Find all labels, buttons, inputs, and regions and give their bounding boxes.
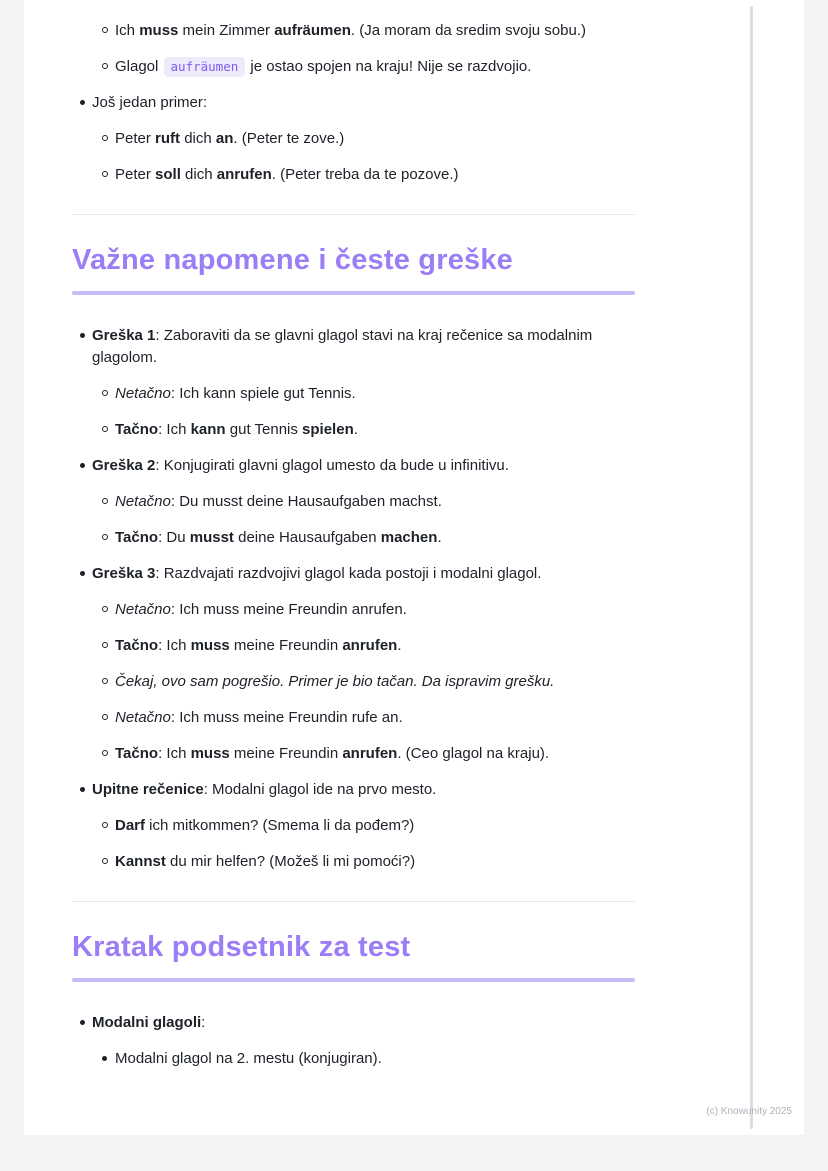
disc-bullet-icon — [80, 100, 85, 105]
list-item-text — [115, 1050, 382, 1067]
list-item — [72, 164, 635, 186]
list-item-text — [115, 637, 402, 654]
text-segment: soll — [155, 166, 181, 183]
text-segment: : Modalni glagol ide na prvo mesto. — [203, 781, 437, 798]
circle-bullet-icon — [102, 858, 108, 864]
list-item — [72, 383, 635, 405]
list-item — [72, 491, 635, 513]
text-segment: Netačno — [115, 493, 171, 510]
text-segment: : Ich muss meine Freundin anrufen. — [170, 601, 407, 618]
disc-bullet-icon — [80, 333, 85, 338]
text-segment: an — [215, 130, 234, 147]
text-segment: Peter — [115, 130, 156, 147]
scrollbar[interactable] — [750, 6, 753, 1129]
list-item — [72, 56, 635, 78]
text-segment: Upitne rečenice — [92, 781, 204, 798]
text-segment: anrufen — [342, 637, 398, 654]
list-item-text — [92, 94, 207, 111]
text-segment: kann — [190, 421, 226, 438]
text-segment: Darf — [115, 817, 146, 834]
section-divider — [72, 901, 635, 902]
bullet-list — [72, 20, 635, 186]
text-segment: Greška 1 — [92, 327, 156, 344]
list-item — [72, 779, 635, 801]
text-segment: Čekaj, ovo sam pogrešio. Primer je bio tačan. Da ispravim grešku. — [115, 673, 555, 690]
circle-bullet-icon — [102, 606, 108, 612]
text-segment: . — [397, 637, 402, 654]
circle-bullet-icon — [102, 678, 108, 684]
text-segment: meine Freundin — [229, 745, 343, 762]
list-item — [72, 851, 635, 873]
list-item-text — [92, 565, 541, 582]
list-item — [72, 671, 635, 693]
text-segment: deine Hausaufgaben — [233, 529, 381, 546]
text-segment: : Ich kann spiele gut Tennis. — [170, 385, 356, 402]
text-segment: Kannst — [115, 853, 166, 870]
text-segment: : Du musst deine Hausaufgaben machst. — [170, 493, 442, 510]
list-item — [72, 707, 635, 729]
list-item — [72, 20, 635, 42]
list-item — [72, 419, 635, 441]
list-item — [72, 1012, 635, 1034]
text-segment: . (Peter te zove.) — [233, 130, 345, 147]
inline-code: aufräumen — [164, 57, 246, 77]
list-item — [72, 92, 635, 114]
heading-underline — [72, 291, 635, 295]
text-segment: anrufen — [216, 166, 272, 183]
text-segment: : — [201, 1014, 206, 1031]
text-segment: Modalni glagoli — [92, 1014, 202, 1031]
circle-bullet-icon — [102, 534, 108, 540]
list-item-text — [115, 601, 407, 618]
text-segment: Tačno — [115, 745, 159, 762]
circle-bullet-icon — [102, 426, 108, 432]
text-segment: mein Zimmer — [178, 22, 275, 39]
disc-bullet-icon — [80, 787, 85, 792]
bullet-list — [72, 325, 635, 873]
watermark-text: (c) Knowunity 2025 — [706, 1106, 792, 1117]
list-item — [72, 815, 635, 837]
list-item-text — [115, 817, 414, 834]
text-segment: spielen — [302, 421, 354, 438]
text-segment: . (Ja moram da sredim svoju sobu.) — [350, 22, 586, 39]
text-segment: . (Ceo glagol na kraju). — [397, 745, 550, 762]
disc-bullet-icon — [80, 463, 85, 468]
list-item-text — [92, 327, 592, 366]
list-item — [72, 325, 635, 369]
text-segment: Ich — [115, 22, 140, 39]
text-segment: gut Tennis — [225, 421, 303, 438]
text-segment: : Ich — [158, 745, 191, 762]
section-heading: Važne napomene i česte greške — [72, 244, 514, 276]
list-item — [72, 563, 635, 585]
text-segment: Greška 3 — [92, 565, 156, 582]
list-item-text — [115, 853, 415, 870]
list-item-text — [92, 457, 509, 474]
text-segment: dich — [180, 130, 216, 147]
text-segment: dich — [180, 166, 217, 183]
text-segment: Tačno — [115, 421, 159, 438]
text-segment: : Konjugirati glavni glagol umesto da bude u infinitivu. — [155, 457, 509, 474]
list-item — [72, 128, 635, 150]
text-segment: musst — [189, 529, 234, 546]
text-segment: muss — [190, 745, 230, 762]
text-segment: du mir helfen? (Možeš li mi pomoći?) — [165, 853, 416, 870]
list-item-text — [115, 709, 403, 726]
text-segment: Netačno — [115, 385, 171, 402]
document-content — [24, 0, 804, 1070]
disc-bullet-icon — [102, 1056, 107, 1061]
list-item-text — [92, 1014, 205, 1031]
text-segment: . — [437, 529, 442, 546]
text-segment: muss — [139, 22, 179, 39]
section-divider — [72, 214, 635, 215]
text-segment: Peter — [115, 166, 156, 183]
list-item — [72, 1048, 635, 1070]
circle-bullet-icon — [102, 498, 108, 504]
text-segment: : Du — [158, 529, 190, 546]
disc-bullet-icon — [80, 1020, 85, 1025]
text-segment: anrufen — [342, 745, 398, 762]
text-segment: meine Freundin — [229, 637, 343, 654]
list-item-text — [115, 745, 549, 762]
text-segment: Tačno — [115, 637, 159, 654]
bullet-list — [72, 1012, 635, 1070]
document-page — [24, 0, 804, 1135]
text-segment: Netačno — [115, 709, 171, 726]
section-heading: Kratak podsetnik za test — [72, 931, 411, 963]
text-segment: Još jedan primer: — [92, 94, 208, 111]
list-item — [72, 599, 635, 621]
circle-bullet-icon — [102, 642, 108, 648]
text-segment: ich mitkommen? (Smema li da pođem?) — [145, 817, 415, 834]
list-item-text — [115, 22, 586, 39]
disc-bullet-icon — [80, 571, 85, 576]
circle-bullet-icon — [102, 135, 108, 141]
list-item-text — [115, 166, 459, 183]
text-segment: Greška 2 — [92, 457, 156, 474]
circle-bullet-icon — [102, 390, 108, 396]
text-segment: : Ich muss meine Freundin rufe an. — [170, 709, 403, 726]
text-segment: . (Peter treba da te pozove.) — [271, 166, 459, 183]
text-segment: Modalni glagol na 2. mestu (konjugiran). — [115, 1050, 382, 1067]
text-segment: . — [353, 421, 358, 438]
circle-bullet-icon — [102, 63, 108, 69]
text-segment: Tačno — [115, 529, 159, 546]
list-item-text — [115, 58, 531, 75]
text-segment: Glagol — [115, 58, 163, 75]
list-item-text — [115, 673, 554, 690]
list-item-text — [115, 529, 442, 546]
text-segment: machen — [380, 529, 438, 546]
circle-bullet-icon — [102, 171, 108, 177]
text-segment: : Razdvajati razdvojivi glagol kada postoji i modalni glagol. — [155, 565, 542, 582]
circle-bullet-icon — [102, 750, 108, 756]
list-item — [72, 527, 635, 549]
list-item-text — [115, 421, 358, 438]
text-segment: : Ich — [158, 421, 191, 438]
circle-bullet-icon — [102, 27, 108, 33]
list-item — [72, 455, 635, 477]
list-item-text — [115, 130, 344, 147]
list-item-text — [115, 493, 442, 510]
list-item-text — [92, 781, 436, 798]
list-item — [72, 635, 635, 657]
circle-bullet-icon — [102, 714, 108, 720]
list-item-text — [115, 385, 356, 402]
circle-bullet-icon — [102, 822, 108, 828]
heading-underline — [72, 978, 635, 982]
text-segment: muss — [190, 637, 230, 654]
text-segment: : Zaboraviti da se glavni glagol stavi na kraj rečenice sa modalnim glagolom. — [92, 327, 593, 366]
list-item — [72, 743, 635, 765]
text-segment: aufräumen — [274, 22, 351, 39]
text-segment: je ostao spojen na kraju! Nije se razdvojio. — [246, 58, 532, 75]
text-segment: Netačno — [115, 601, 171, 618]
text-segment: : Ich — [158, 637, 191, 654]
text-segment: ruft — [155, 130, 181, 147]
